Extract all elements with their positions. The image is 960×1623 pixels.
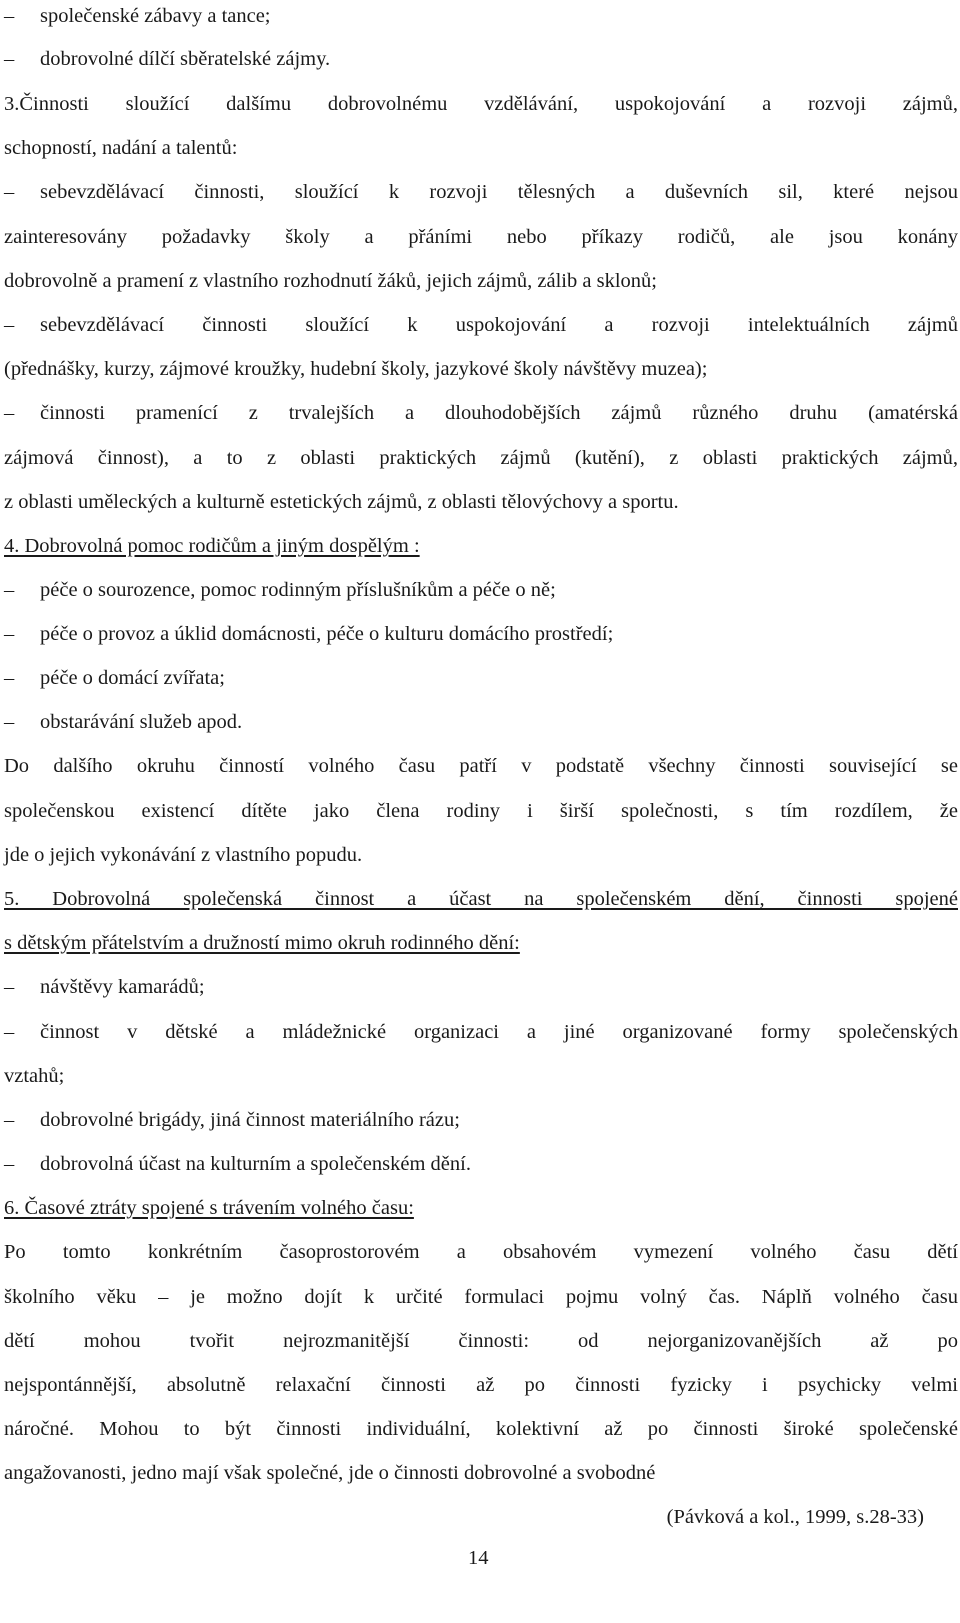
bullet-dash: –	[4, 667, 15, 689]
bullet-item: společenské zábavy a tance;	[40, 5, 271, 27]
bullet-dash: –	[4, 1153, 15, 1175]
bullet-item-cont: (přednášky, kurzy, zájmové kroužky, hudební školy, jazykové školy návštěvy muzea);	[4, 358, 708, 380]
paragraph-line: Do dalšího okruhu činností volného času patří v podstatě všechny činnosti související se	[4, 755, 958, 777]
bullet-dash: –	[4, 314, 15, 336]
bullet-dash: –	[4, 181, 15, 203]
bullet-item-cont: z oblasti uměleckých a kulturně estetických zájmů, z oblasti tělovýchovy a sportu.	[4, 491, 679, 513]
bullet-item-cont: zájmová činnost), a to z oblasti praktických zájmů (kutění), z oblasti praktických zájmů,	[4, 447, 958, 469]
bullet-item: péče o sourozence, pomoc rodinným příslušníkům a péče o ně;	[40, 579, 556, 601]
paragraph-line: Po tomto konkrétním časoprostorovém a obsahovém vymezení volného času dětí	[4, 1241, 958, 1263]
bullet-item: péče o provoz a úklid domácnosti, péče o kulturu domácího prostředí;	[40, 623, 614, 645]
bullet-item: dobrovolné dílčí sběratelské zájmy.	[40, 48, 331, 70]
paragraph-line: společenskou existencí dítěte jako člena rodiny i širší společnosti, s tím rozdílem, že	[4, 800, 958, 822]
bullet-item: činnosti pramenící z trvalejších a dlouhodobějších zájmů různého druhu (amatérská	[40, 402, 958, 424]
bullet-dash: –	[4, 579, 15, 601]
paragraph-line: jde o jejich vykonávání z vlastního popudu.	[4, 844, 363, 866]
bullet-item: činnost v dětské a mládežnické organizaci a jiné organizované formy společenských	[40, 1021, 958, 1043]
section-heading-cont: schopností, nadání a talentů:	[4, 137, 238, 159]
citation: (Pávková a kol., 1999, s.28-33)	[666, 1506, 924, 1528]
bullet-dash: –	[4, 1109, 15, 1131]
paragraph-line: nejspontánnější, absolutně relaxační činnosti až po činnosti fyzicky i psychicky velmi	[4, 1374, 958, 1396]
bullet-item-cont: vztahů;	[4, 1065, 65, 1087]
section-heading: 3.Činnosti sloužící dalšímu dobrovolnému vzdělávání, uspokojování a rozvoji zájmů,	[4, 93, 958, 115]
bullet-dash: –	[4, 976, 15, 998]
bullet-dash: –	[4, 623, 15, 645]
bullet-item: návštěvy kamarádů;	[40, 976, 205, 998]
section-heading: 6. Časové ztráty spojené s trávením volného času:	[4, 1197, 414, 1219]
bullet-dash: –	[4, 48, 15, 70]
bullet-dash: –	[4, 1021, 15, 1043]
bullet-item: dobrovolná účast na kulturním a společenském dění.	[40, 1153, 471, 1175]
section-heading: 4. Dobrovolná pomoc rodičům a jiným dospělým :	[4, 535, 420, 557]
bullet-item-cont: dobrovolně a pramení z vlastního rozhodnutí žáků, jejich zájmů, zálib a sklonů;	[4, 270, 657, 292]
paragraph-line: náročné. Mohou to být činnosti individuální, kolektivní až po činnosti široké společenské	[4, 1418, 958, 1440]
bullet-item: obstarávání služeb apod.	[40, 711, 243, 733]
page-number: 14	[468, 1547, 489, 1569]
section-heading-cont: s dětským přátelstvím a družností mimo okruh rodinného dění:	[4, 932, 520, 954]
paragraph-line: angažovanosti, jedno mají však společné, jde o činnosti dobrovolné a svobodné	[4, 1462, 656, 1484]
bullet-item: dobrovolné brigády, jiná činnost materiálního rázu;	[40, 1109, 460, 1131]
bullet-dash: –	[4, 711, 15, 733]
bullet-dash: –	[4, 5, 15, 27]
paragraph-line: dětí mohou tvořit nejrozmanitější činnosti: od nejorganizovanějších až po	[4, 1330, 958, 1352]
paragraph-line: školního věku – je možno dojít k určité formulaci pojmu volný čas. Náplň volného času	[4, 1286, 958, 1308]
bullet-item: péče o domácí zvířata;	[40, 667, 225, 689]
bullet-item-cont: zainteresovány požadavky školy a přáními nebo příkazy rodičů, ale jsou konány	[4, 226, 958, 248]
bullet-item: sebevzdělávací činnosti sloužící k uspokojování a rozvoji intelektuálních zájmů	[40, 314, 958, 336]
bullet-dash: –	[4, 402, 15, 424]
bullet-item: sebevzdělávací činnosti, sloužící k rozvoji tělesných a duševních sil, které nejsou	[40, 181, 958, 203]
section-heading: 5. Dobrovolná společenská činnost a účast na společenském dění, činnosti spojené	[4, 888, 958, 910]
